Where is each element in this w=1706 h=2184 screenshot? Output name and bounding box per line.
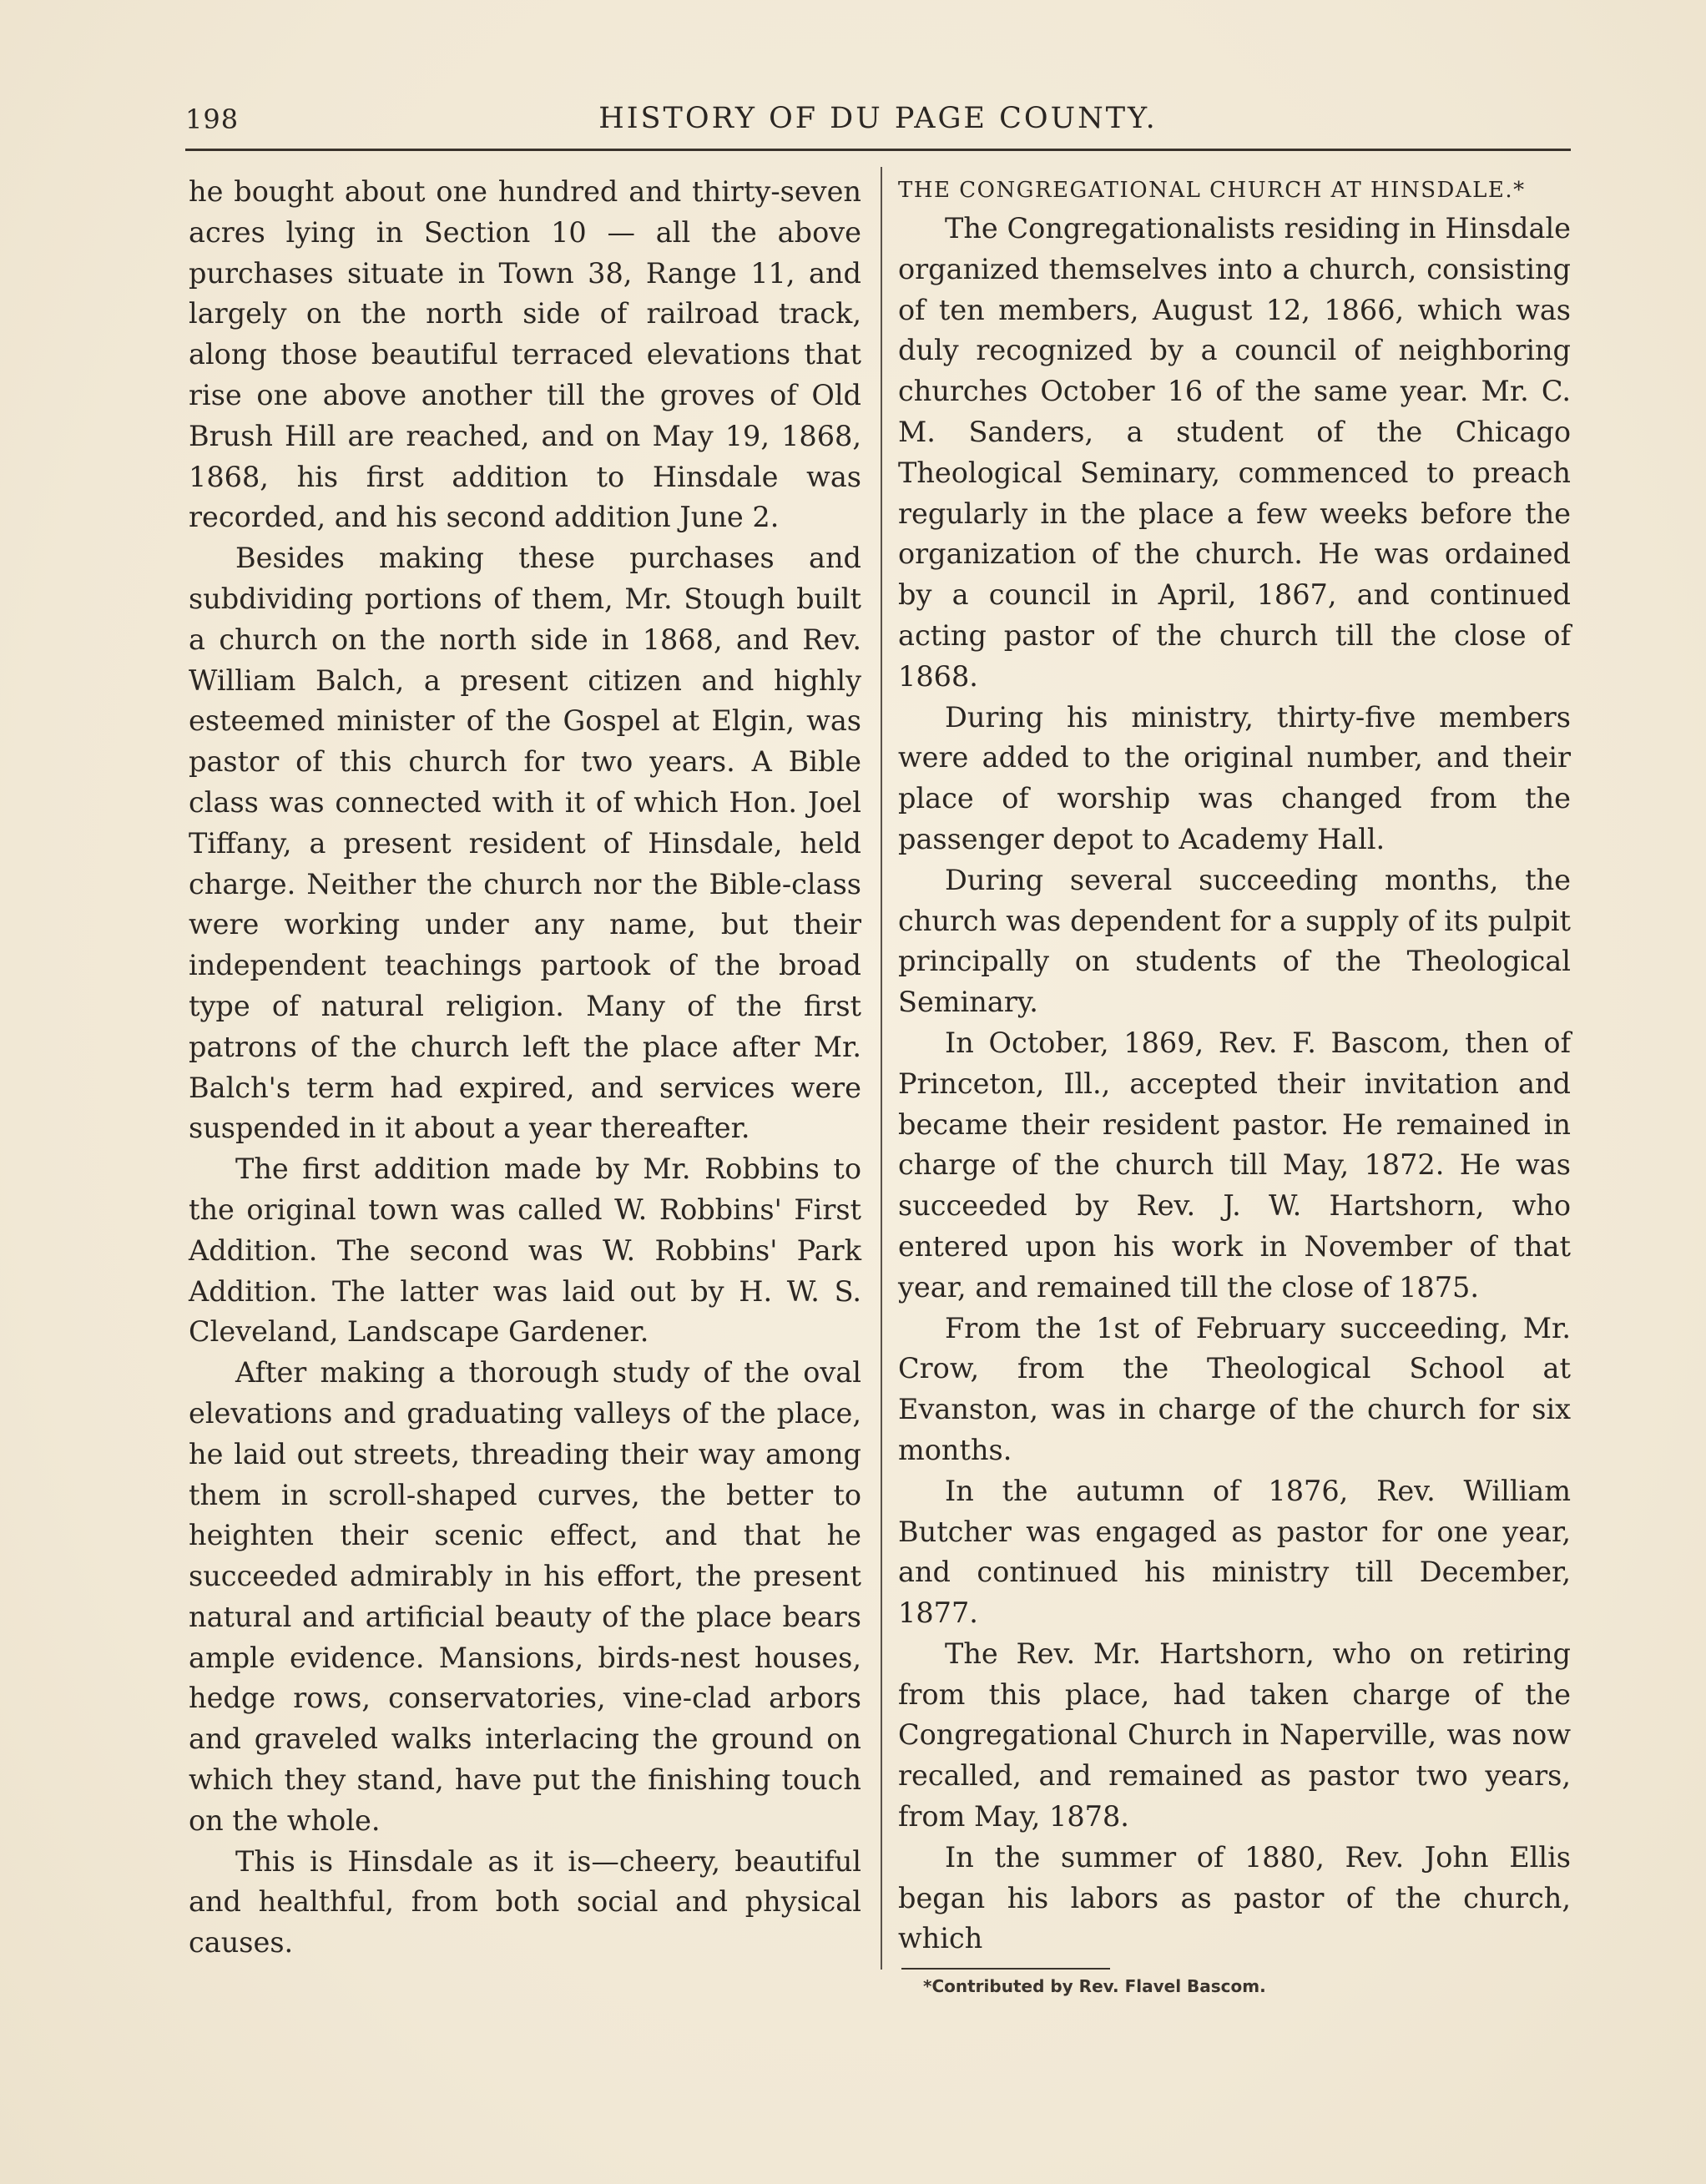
paragraph: This is Hinsdale as it is—cheery, beautiful and healthful, from both social and physical causes. <box>189 1844 861 1960</box>
header-rule <box>185 149 1571 151</box>
paragraph: The Congregationalists residing in Hinsdale organized themselves into a church, consisting of ten members, August 12, 1866, which was duly recognized by a council of neighboring churches October 16 of the same year. Mr. C. M. Sanders, a student of the Chicago Theological Seminary, commenced to preach regularly in the place a few weeks before the organization of the church. He was ordained by a council in April, 1867, and continued acting pastor of the church till the close of 1868. <box>898 212 1571 693</box>
paragraph: During his ministry, thirty-five members were added to the original number, and their place of worship was changed from the passenger depot to Academy Hall. <box>898 700 1571 855</box>
paragraph: he bought about one hundred and thirty-seven acres lying in Section 10 — all the above purchases situate in Town 38, Range 11, and largely on the north side of railroad track, along those beautiful terraced elevations that rise one above another till the groves of Old Brush Hill are reached, and on May 19, 1868, 1868, his first addition to Hinsdale was recorded, and his second addition June 2. <box>189 175 861 534</box>
paragraph: During several succeeding months, the church was dependent for a supply of its pulpit principally on students of the Theological Seminary. <box>898 863 1571 1019</box>
column-divider <box>881 167 882 1970</box>
paragraph: In the autumn of 1876, Rev. William Butcher was engaged as pastor for one year, and continued his ministry till December, 1877. <box>898 1474 1571 1630</box>
paragraph: The Rev. Mr. Hartshorn, who on retiring from this place, had taken charge of the Congregational Church in Naperville, was now recalled, and remained as pastor two years, from May, 1878. <box>898 1637 1571 1833</box>
paragraph: Besides making these purchases and subdividing portions of them, Mr. Stough built a church on the north side in 1868, and Rev. William Balch, a present citizen and highly esteemed minister of the Gospel at Elgin, was pastor of this church for two years. A Bible class was connected with it of which Hon. Joel Tiffany, a present resident of Hinsdale, held charge. Neither the church nor the Bible-class were working under any name, but their independent teachings partook of the broad type of natural religion. Many of the first patrons of the church left the place after Mr. Balch's term had expired, and services were suspended in it about a year thereafter. <box>189 542 861 1145</box>
paragraph: From the 1st of February succeeding, Mr. Crow, from the Theological School at Evanston, was in charge of the church for six months. <box>898 1311 1571 1466</box>
paragraph: In the summer of 1880, Rev. John Ellis began his labors as pastor of the church, which <box>898 1840 1571 1955</box>
left-column <box>189 172 861 1964</box>
page-number: 198 <box>185 103 240 135</box>
running-title: HISTORY OF DU PAGE COUNTY. <box>598 102 1158 135</box>
section-title: THE CONGREGATIONAL CHURCH AT HINSDALE.* <box>898 178 1526 203</box>
page-header <box>185 98 1571 145</box>
paragraph: In October, 1869, Rev. F. Bascom, then of Princeton, Ill., accepted their invitation and became their resident pastor. He remained in charge of the church till May, 1872. He was succeeded by Rev. J. W. Hartshorn, who entered upon his work in November of that year, and remained till the close of 1875. <box>898 1026 1571 1304</box>
paragraph: After making a thorough study of the oval elevations and graduating valleys of the place, he laid out streets, threading their way among them in scroll-shaped curves, the better to heighten their scenic effect, and that he succeeded admirably in his effort, the present natural and artificial beauty of the place bears ample evidence. Mansions, birds-nest houses, hedge rows, conservatories, vine-clad arbors and graveled walks interlacing the ground on which they stand, have put the finishing touch on the whole. <box>189 1356 861 1837</box>
right-column <box>898 172 1571 2003</box>
paragraph: The first addition made by Mr. Robbins to the original town was called W. Robbins' First Addition. The second was W. Robbins' Park Addition. The latter was laid out by H. W. S. Cleveland, Landscape Gardener. <box>189 1153 861 1349</box>
footnote: *Contributed by Rev. Flavel Bascom. <box>923 1976 1266 1997</box>
